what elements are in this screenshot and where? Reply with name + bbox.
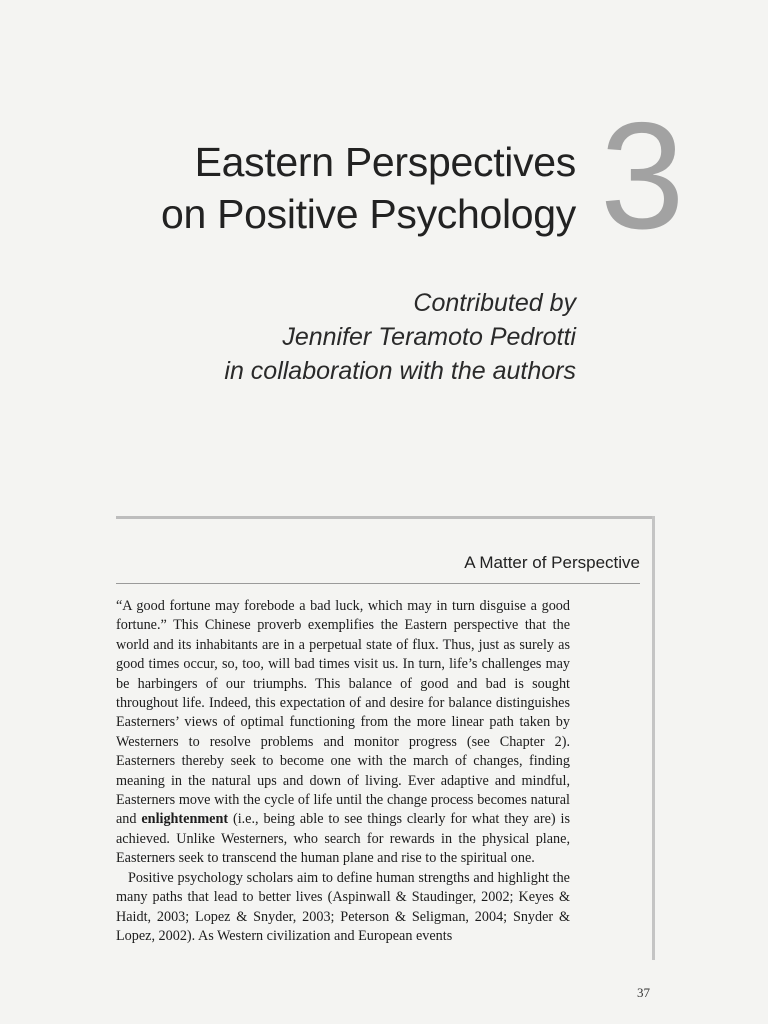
key-term-enlightenment: enlightenment	[141, 811, 229, 828]
contributors-line-2: Jennifer Teramoto Pedrotti	[282, 323, 576, 351]
section-top-rule	[116, 516, 654, 519]
contributors-credit	[224, 286, 576, 388]
paragraph-2: Positive psychology scholars aim to define human strengths and highlight the many paths that lead to better lives (Aspinwall & Staudinger, 2002; Keyes & Haidt, 2003; Lopez & Snyder, 2003; Peterson & Seligman, 2004; Snyder & Lopez, 2002). As Western civilization and European events	[116, 869, 570, 944]
chapter-title	[161, 136, 576, 240]
paragraph-1	[116, 597, 570, 869]
chapter-title-line-2: on Positive Psychology	[160, 191, 576, 237]
body-text	[116, 597, 570, 946]
page-number: 37	[637, 985, 650, 1000]
paragraph-1-text-a: “A good fortune may forebode a bad luck, which may in turn disguise a good fortune.” This Chinese proverb exemplifies the Eastern perspective that the world and its inhabitants are in a perpetual state of flux. Thus, just as surely as good times occur, so, too, will bad times visit us. In turn, life’s challenges may be harbingers of our triumphs. This balance of good and bad is sought throughout life. Indeed, this expectation of and desire for balance distinguishes Easterners’ views of optimal functioning from the more linear path taken by Westerners to resolve problems and monitor progress (see Chapter 2). Easterners thereby seek to become one with the march of changes, finding meaning in the natural ups and down of living. Ever adaptive and mindful, Easterners move with the cycle of life until the change process becomes natural and	[116, 598, 570, 828]
chapter-title-line-1: Eastern Perspectives	[194, 139, 576, 185]
section-heading-underline	[116, 583, 640, 584]
chapter-number: 3	[600, 91, 681, 261]
section-heading: A Matter of Perspective	[464, 553, 640, 572]
paragraph-1-text-b: (i.e., being able to see things clearly for what they are) is achieved. Unlike Westerners, who search for rewards in the physical plane, Easterners seek to transcend the human plane and rise to the spiritual one.	[116, 811, 570, 867]
contributors-line-3: in collaboration with the authors	[224, 357, 576, 385]
contributors-line-1: Contributed by	[413, 289, 576, 317]
section-side-rule	[652, 516, 655, 960]
